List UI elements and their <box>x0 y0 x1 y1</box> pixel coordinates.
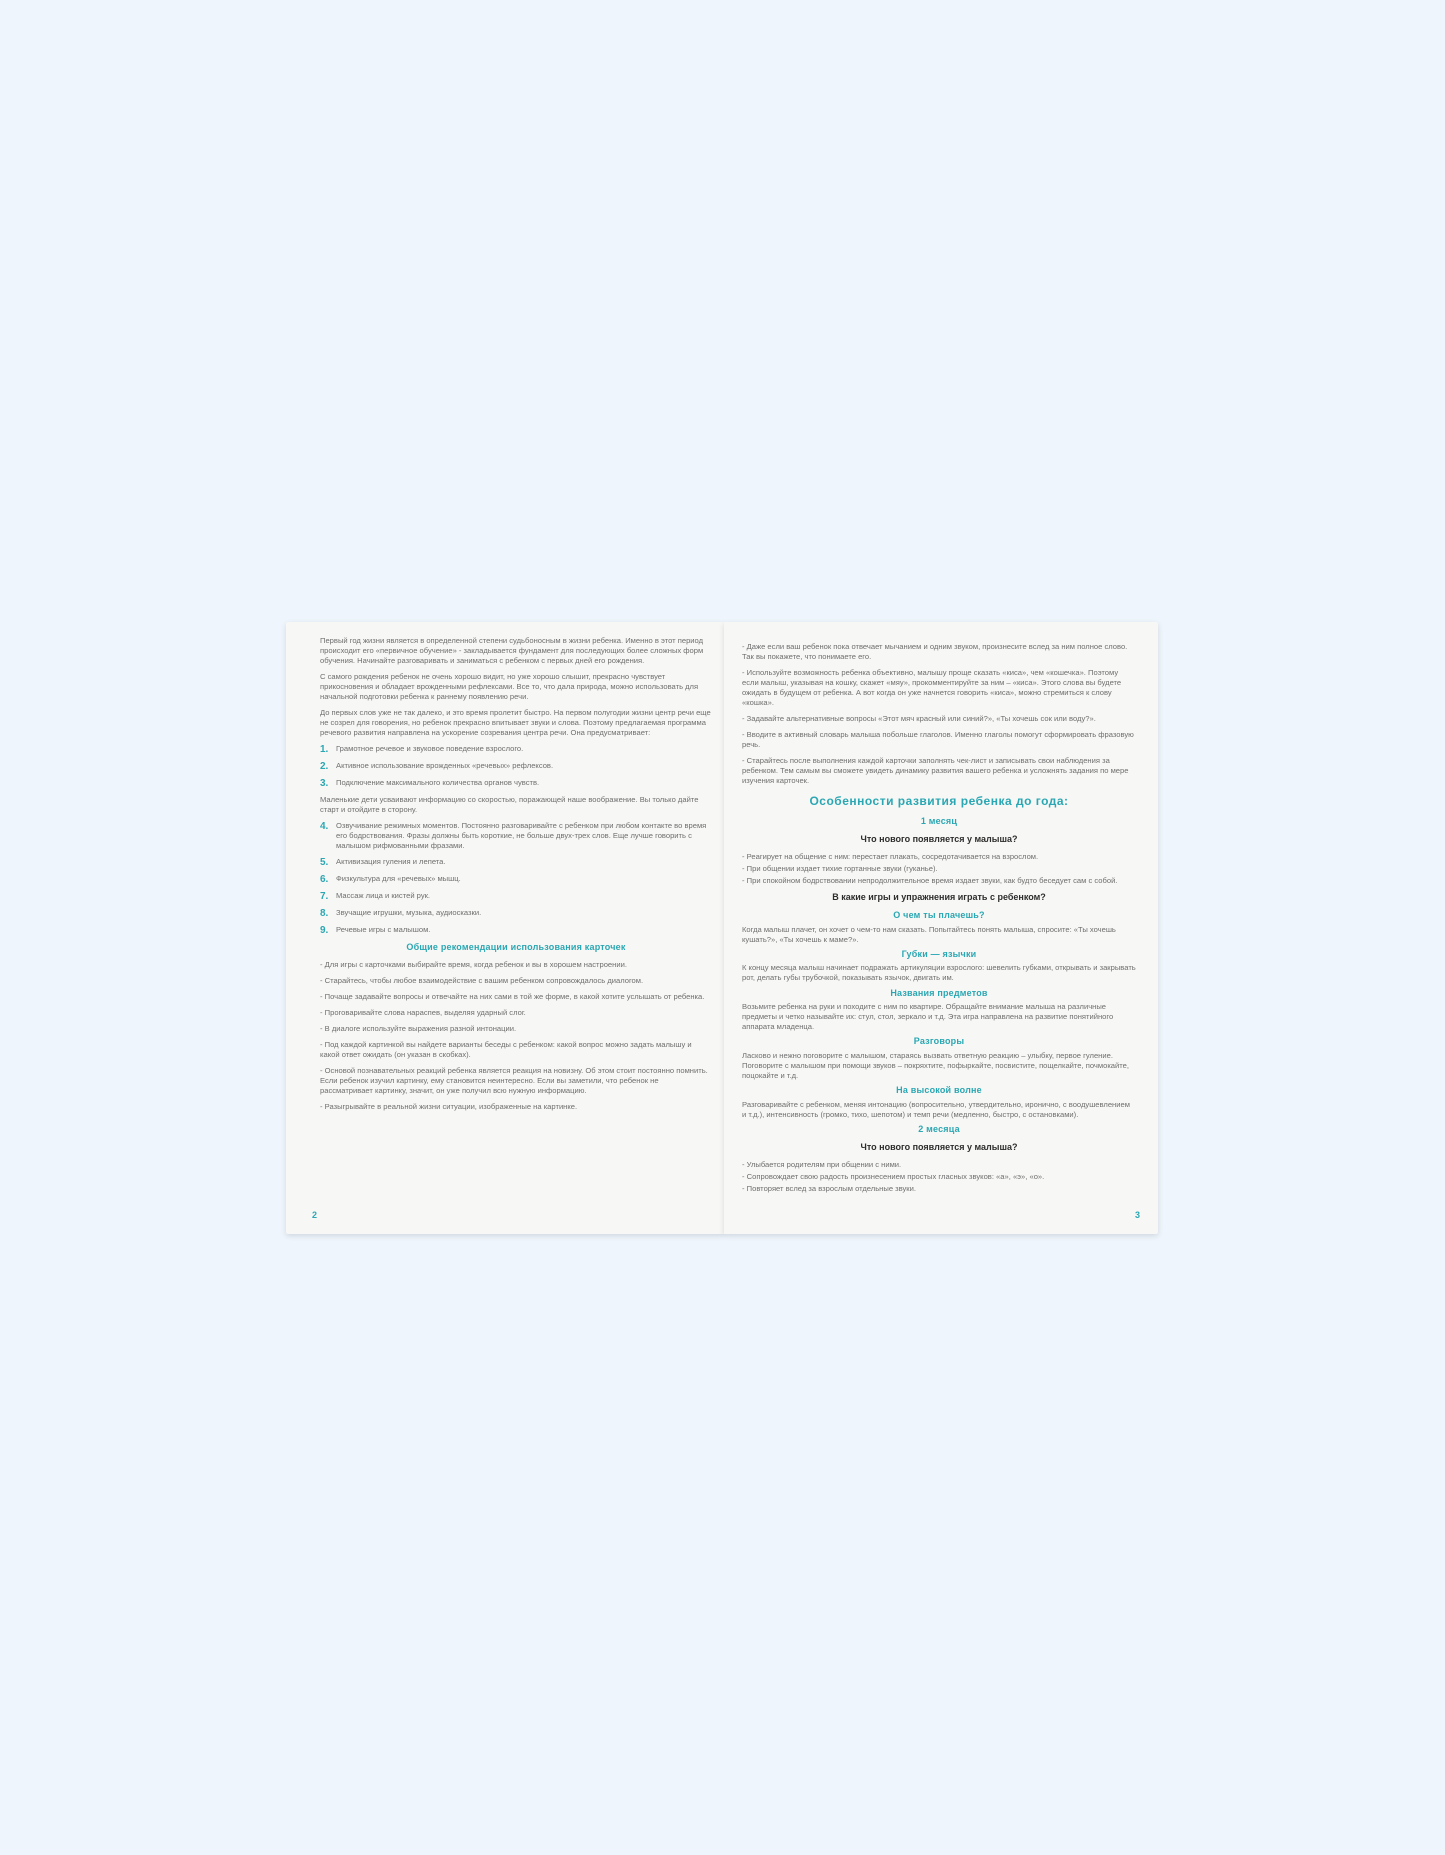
numbered-item <box>320 778 712 789</box>
item-number: 6. <box>320 874 329 886</box>
game-text: К концу месяца малыш начинает подражать артикуляции взрослого: шевелить губками, открывать и закрывать рот, делать губы трубочкой, показывать язычок, двигать им. <box>742 963 1136 983</box>
recommendation-item: - Почаще задавайте вопросы и отвечайте на них сами в той же форме, в какой хотите услышать от ребенка. <box>320 992 705 1002</box>
numbered-item <box>320 857 712 868</box>
intro-paragraph: Первый год жизни является в определенной степени судьбоносным в жизни ребенка. Именно в этот период происходит его «первичное обучение» - закладывается фундамент для последующих более сложных форм обучения. Начинайте разговаривать и заниматься с ребенком с первых дней его рождения. <box>320 636 704 666</box>
right-page <box>724 622 1158 1234</box>
tip-item: - Задавайте альтернативные вопросы «Этот мяч красный или синий?», «Ты хочешь сок или воду?». <box>742 714 1096 724</box>
page-number: 3 <box>1134 1210 1140 1221</box>
development-item: - При общении издает тихие гортанные звуки (гуканье). <box>742 863 938 873</box>
item-number: 2. <box>320 761 329 773</box>
item-number: 7. <box>320 891 329 903</box>
item-number: 3. <box>320 778 329 790</box>
recommendation-item: - В диалоге используйте выражения разной интонации. <box>320 1024 517 1034</box>
recommendation-item: - Основой познавательных реакций ребенка является реакция на новизну. Об этом стоит постоянно помнить. Если ребенок изучил картинку, ему становится неинтересно. Если вы заметили, что ребенок не рассматривает картинку, значит, он уже получил всю нужную информацию. <box>320 1066 708 1096</box>
item-number: 8. <box>320 908 329 920</box>
tip-item: - Старайтесь после выполнения каждой карточки заполнять чек-лист и записывать свои наблюдения за ребенком. Тем самым вы сможете увидеть динамику развития вашего ребенка и усложнять задания по мере изучения карточек. <box>742 756 1129 786</box>
tip-item: - Используйте возможность ребенка объективно, малышу проще сказать «киса», чем «кошечка». Поэтому если малыш, указывая на кошку, скажет «мяу», прокомментируйте за ним – «киса». Этого слова вы будете ожидать в будущем от ребенка. А вот когда он уже начнется говорить «киса», можно стремиться к слову «кошка». <box>742 668 1122 708</box>
item-text: Активизация гуления и лепета. <box>336 857 446 867</box>
game-title: Названия предметов <box>890 987 988 998</box>
intro-paragraph: До первых слов уже не так далеко, и это время пролетит быстро. На первом полугодии жизни центр речи еще не созрел для говорения, но ребенок прекрасно впитывает звуки и слова. Поэтому предлагаемая программа речевого развития направлена на ускорение созревания центра речи. Она предусматривает: <box>320 708 711 738</box>
game-text: Когда малыш плачет, он хочет о чем-то нам сказать. Попытайтесь понять малыша, спросите: «Ты хочешь кушать?», «Ты хочешь к маме?». <box>742 924 1116 944</box>
game-text: Возьмите ребенка на руки и походите с ним по квартире. Обращайте внимание малыша на различные предметы и четко называйте их: стул, стол, зеркало и т.д. Эта игра направлена на развитие понятийного аппарата младенца. <box>742 1002 1114 1032</box>
numbered-item <box>320 744 712 755</box>
main-heading: Особенности развития ребенка до года: <box>809 794 1069 809</box>
page-number: 2 <box>312 1210 318 1221</box>
game-text: Ласково и нежно поговорите с малышом, стараясь вызвать ответную реакцию – улыбку, первое гуление. Поговорите с малышом при помощи звуков – покряхтите, пофыркайте, посвистите, пощелкайте, почмокайте, поцокайте и т.д. <box>742 1051 1130 1081</box>
development-item: - Улыбается родителям при общении с ними. <box>742 1160 902 1169</box>
recommendation-item: - Проговаривайте слова нараспев, выделяя ударный слог. <box>320 1008 526 1018</box>
numbered-item <box>320 925 712 936</box>
game-title: Разговоры <box>913 1036 965 1047</box>
games-question-heading: В какие игры и упражнения играть с ребенком? <box>832 891 1046 902</box>
item-text: Речевые игры с малышом. <box>336 925 431 935</box>
item-text: Массаж лица и кистей рук. <box>336 891 431 901</box>
game-title: О чем ты плачешь? <box>893 909 985 920</box>
recommendation-item: - Для игры с карточками выбирайте время, когда ребенок и вы в хорошем настроении. <box>320 960 627 970</box>
item-text: Звучащие игрушки, музыка, аудиосказки. <box>336 908 482 918</box>
recommendation-item: - Под каждой картинкой вы найдете варианты беседы с ребенком: какой вопрос можно задать малышу и какой ответ ожидать (он указан в скобках). <box>320 1040 692 1060</box>
game-text: Разговаривайте с ребенком, меняя интонацию (вопросительно, утвердительно, иронично, с воодушевлением и т.д.), интенсивность (громко, тихо, шепотом) и темп речи (медленно, быстро, с остановками). <box>742 1100 1130 1120</box>
development-item: - Сопровождает свою радость произнесением простых гласных звуков: «а», «э», «о». <box>742 1172 1045 1182</box>
item-text: Физкультура для «речевых» мышц. <box>336 874 461 884</box>
item-text: Подключение максимального количества органов чувств. <box>336 778 540 788</box>
numbered-item <box>320 761 712 772</box>
item-number: 5. <box>320 857 329 869</box>
question-heading: Что нового появляется у малыша? <box>860 833 1018 844</box>
month-heading: 2 месяца <box>918 1124 960 1135</box>
game-title: Губки — язычки <box>901 948 977 959</box>
recommendations-heading: Общие рекомендации использования карточек <box>406 942 626 953</box>
month-heading: 1 месяц <box>920 816 958 827</box>
middle-paragraph: Маленькие дети усваивают информацию со скоростью, поражающей наше воображение. Вы только дайте старт и отойдите в сторону. <box>320 795 699 815</box>
numbered-item <box>320 874 712 885</box>
item-text: Грамотное речевое и звуковое поведение взрослого. <box>336 744 524 754</box>
left-page <box>286 622 724 1234</box>
recommendation-item: - Старайтесь, чтобы любое взаимодействие с вашим ребенком сопровождалось диалогом. <box>320 976 644 986</box>
item-number: 9. <box>320 925 329 937</box>
item-number: 1. <box>320 744 329 756</box>
development-item: - При спокойном бодрствовании непродолжительное время издает звуки, как будто беседует сам с собой. <box>742 875 1118 885</box>
numbered-item <box>320 891 712 902</box>
game-title: На высокой волне <box>896 1085 982 1096</box>
tip-item: - Вводите в активный словарь малыша побольше глаголов. Именно глаголы помогут сформировать фразовую речь. <box>742 730 1134 750</box>
numbered-item <box>320 908 712 919</box>
development-item: - Повторяет вслед за взрослым отдельные звуки. <box>742 1184 916 1194</box>
tip-item: - Даже если ваш ребенок пока отвечает мычанием и одним звуком, произнесите вслед за ним полное слово. Так вы покажете, что понимаете его. <box>742 642 1128 662</box>
item-number: 4. <box>320 821 329 833</box>
item-text: Активное использование врожденных «речевых» рефлексов. <box>336 761 554 771</box>
development-item: - Реагирует на общение с ним: перестает плакать, сосредотачивается на взрослом. <box>742 851 1039 861</box>
recommendation-item: - Разыгрывайте в реальной жизни ситуации, изображенные на картинке. <box>320 1102 578 1112</box>
item-text: Озвучивание режимных моментов. Постоянно разговаривайте с ребенком при любом контакте во время его бодрствования. Фразы должны быть короткие, не больше двух-трех слов. Еще лучше говорить с малышом рифмованными фразами. <box>336 821 707 851</box>
numbered-item <box>320 821 712 851</box>
intro-paragraph: С самого рождения ребенок не очень хорошо видит, но уже хорошо слышит, прекрасно чувствует прикосновения и обладает врожденными рефлексами. Все то, что дала природа, можно использовать для начальной подготовки ребенка к раннему появлению речи. <box>320 672 699 702</box>
question-heading: Что нового появляется у малыша? <box>860 1142 1018 1153</box>
